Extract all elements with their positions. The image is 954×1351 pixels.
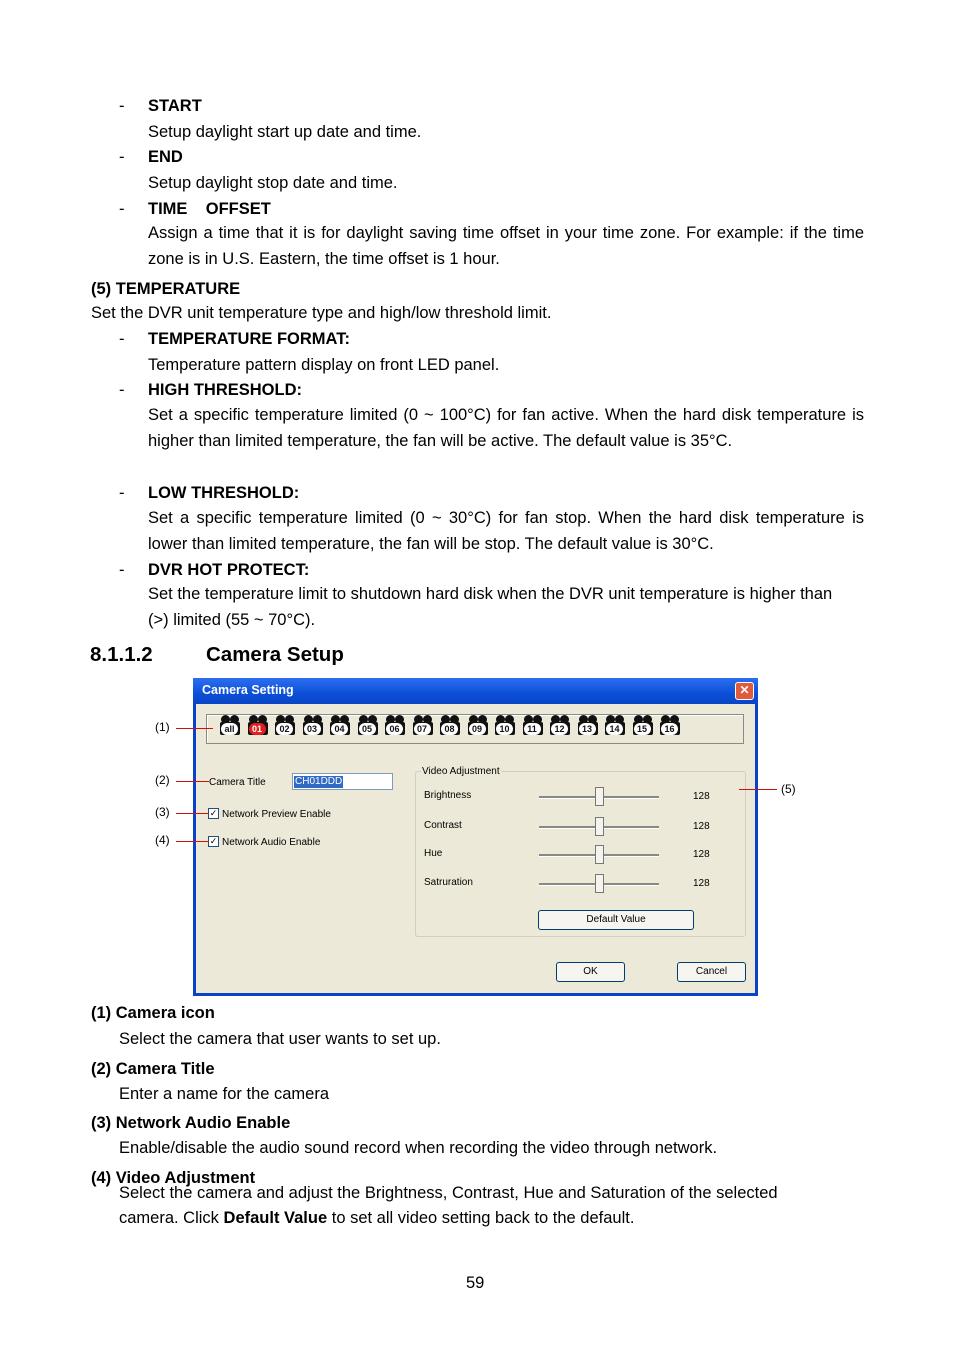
close-button[interactable] (735, 682, 754, 700)
camera-icon[interactable] (604, 715, 628, 737)
bullet-dash: - (119, 484, 125, 502)
temp-format-desc: Temperature pattern display on front LED panel. (148, 356, 500, 374)
callout-2: (2) (155, 773, 170, 787)
close-icon: ✕ (739, 683, 750, 697)
camera-icon[interactable] (494, 715, 518, 737)
camera-icon[interactable] (577, 715, 601, 737)
network-audio-label: Network Audio Enable (222, 837, 321, 848)
desc-video-adjustment-heading: (4) Video Adjustment (91, 1169, 256, 1187)
camera-number: 14 (606, 723, 623, 735)
callout-line-4 (176, 841, 209, 842)
camera-icon[interactable] (329, 715, 353, 737)
camera-icon[interactable] (522, 715, 546, 737)
callout-5: (5) (781, 782, 796, 796)
desc-text-part: Select the camera and adjust the Brightness, Contrast, Hue and Saturation of the selected camera. Click (119, 1184, 778, 1227)
slider-label: Satruration (424, 877, 473, 888)
hot-protect-desc: Set the temperature limit to shutdown hard disk when the DVR unit temperature is higher than (>) limited (55 ~ 70°C). (148, 585, 833, 629)
desc-text-bold: Default Value (223, 1209, 328, 1227)
bullet-dash: - (119, 330, 125, 348)
hot-protect-label: DVR HOT PROTECT: (148, 561, 310, 579)
slider-value: 128 (693, 849, 710, 860)
desc-camera-icon-heading: (1) Camera icon (91, 1004, 215, 1022)
camera-title-value: CH01DDD (295, 776, 343, 787)
camera-title-field[interactable] (292, 773, 393, 790)
camera-number: 07 (414, 723, 431, 735)
bullet-dash: - (119, 381, 125, 399)
desc-camera-title-heading: (2) Camera Title (91, 1060, 215, 1078)
camera-number: 16 (661, 723, 678, 735)
camera-number: 08 (441, 723, 458, 735)
slider-value: 128 (693, 878, 710, 889)
camera-number: 11 (524, 723, 541, 735)
camera-setting-dialog (193, 678, 758, 996)
slider-thumb[interactable] (595, 787, 604, 806)
section-number: 8.1.1.2 (90, 643, 153, 666)
slider-value: 128 (693, 821, 710, 832)
slider-thumb[interactable] (595, 845, 604, 864)
camera-icon[interactable] (357, 715, 381, 737)
default-value-button[interactable]: Default Value (538, 910, 694, 930)
low-threshold-desc: Set a specific temperature limited (0 ~ 30°C) for fan stop. When the hard disk temperature is lower than limited temperature, the fan will be stop. The default value is 30°C. (148, 509, 864, 553)
desc-camera-title-text: Enter a name for the camera (119, 1085, 330, 1103)
bullet-dash: - (119, 148, 125, 166)
camera-number: 12 (551, 723, 568, 735)
page-number: 59 (466, 1274, 485, 1292)
camera-icon[interactable] (467, 715, 491, 737)
network-audio-checkbox[interactable] (208, 836, 219, 847)
desc-network-audio-heading: (3) Network Audio Enable (91, 1114, 291, 1132)
high-threshold-desc: Set a specific temperature limited (0 ~ 100°C) for fan active. When the hard disk temperature is higher than limited temperature, the fan will be active. The default value is 35°C. (148, 406, 864, 450)
camera-number: 09 (469, 723, 486, 735)
check-icon: ✓ (209, 836, 218, 846)
callout-line-1 (176, 728, 213, 729)
video-adjustment-label: Video Adjustment (422, 766, 500, 777)
item-start-desc: Setup daylight start up date and time. (148, 123, 422, 141)
slider-label: Hue (424, 848, 443, 859)
dialog-titlebar[interactable] (193, 678, 758, 704)
section-title: Camera Setup (206, 643, 344, 666)
camera-number: 04 (331, 723, 348, 735)
network-preview-checkbox[interactable] (208, 808, 219, 819)
callout-line-5 (739, 789, 777, 790)
camera-number: 15 (634, 723, 651, 735)
camera-number: 13 (579, 723, 596, 735)
camera-number: 02 (276, 723, 293, 735)
camera-icon-strip (206, 714, 744, 744)
item-start-label: START (148, 97, 202, 115)
camera-icon[interactable] (302, 715, 326, 737)
camera-number: 01 (249, 723, 266, 735)
cancel-button[interactable]: Cancel (677, 962, 746, 982)
item-time-offset-desc: Assign a time that it is for daylight saving time offset in your time zone. For example: if the time zone is in U.S. Eastern, the time offset is 1 hour. (148, 224, 864, 268)
camera-icon[interactable] (549, 715, 573, 737)
item-time-offset-label: TIME OFFSET (148, 200, 271, 218)
callout-line-3 (176, 813, 209, 814)
temp-format-label: TEMPERATURE FORMAT: (148, 330, 350, 348)
ok-button[interactable]: OK (556, 962, 625, 982)
bullet-dash: - (119, 561, 125, 579)
low-threshold-label: LOW THRESHOLD: (148, 484, 300, 502)
camera-icon[interactable] (412, 715, 436, 737)
slider-label: Contrast (424, 820, 462, 831)
camera-icon[interactable] (632, 715, 656, 737)
camera-icon[interactable] (384, 715, 408, 737)
camera-number: all (221, 723, 238, 735)
dialog-title: Camera Setting (202, 683, 294, 697)
desc-network-audio-text: Enable/disable the audio sound record when recording the video through network. (119, 1139, 718, 1157)
callout-1: (1) (155, 720, 170, 734)
callout-line-2 (176, 781, 209, 782)
camera-title-label: Camera Title (209, 777, 266, 788)
temperature-heading: (5) TEMPERATURE (91, 280, 241, 298)
check-icon: ✓ (209, 808, 218, 818)
camera-number: 06 (386, 723, 403, 735)
bullet-dash: - (119, 200, 125, 218)
slider-thumb[interactable] (595, 817, 604, 836)
network-preview-label: Network Preview Enable (222, 809, 331, 820)
camera-number: 03 (304, 723, 321, 735)
camera-icon[interactable] (219, 715, 243, 737)
item-end-label: END (148, 148, 183, 166)
camera-icon[interactable] (439, 715, 463, 737)
camera-number: 05 (359, 723, 376, 735)
bullet-dash: - (119, 97, 125, 115)
callout-4: (4) (155, 833, 170, 847)
camera-icon[interactable] (659, 715, 683, 737)
slider-value: 128 (693, 791, 710, 802)
camera-number: 10 (496, 723, 513, 735)
callout-3: (3) (155, 805, 170, 819)
temperature-intro: Set the DVR unit temperature type and high/low threshold limit. (91, 304, 552, 322)
dialog-client-area (196, 704, 755, 993)
item-end-desc: Setup daylight stop date and time. (148, 174, 398, 192)
camera-icon[interactable] (247, 715, 271, 737)
desc-video-adjustment-text (119, 1181, 839, 1231)
desc-camera-icon-text: Select the camera that user wants to set up. (119, 1030, 441, 1048)
slider-thumb[interactable] (595, 874, 604, 893)
high-threshold-label: HIGH THRESHOLD: (148, 381, 302, 399)
desc-text-part: to set all video setting back to the default. (327, 1209, 635, 1227)
slider-label: Brightness (424, 790, 472, 801)
camera-icon[interactable] (274, 715, 298, 737)
